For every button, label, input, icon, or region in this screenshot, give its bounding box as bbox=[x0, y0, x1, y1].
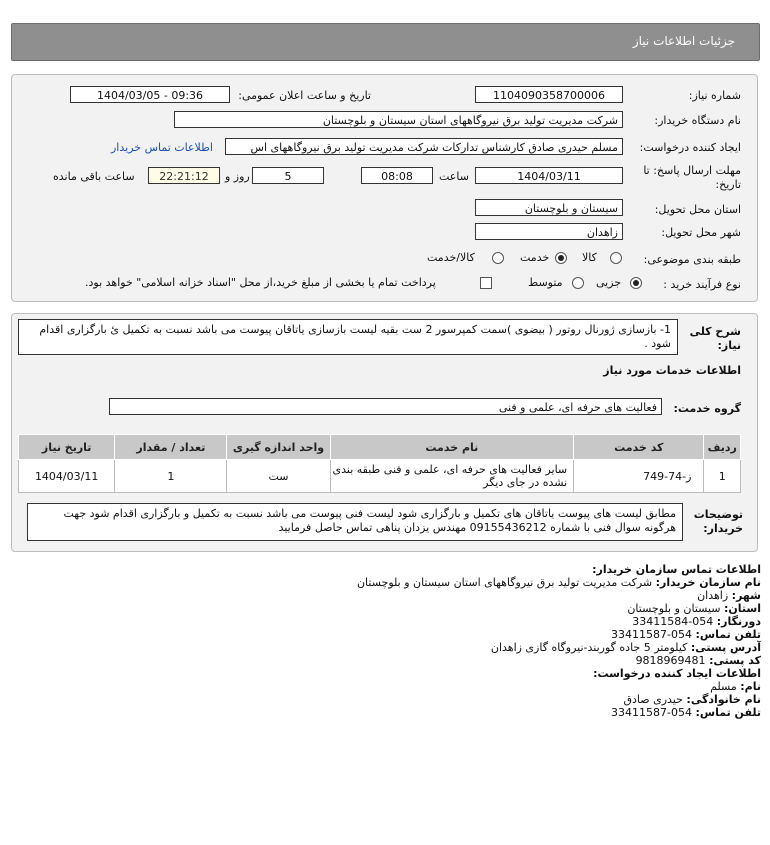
category-option-goods: کالا bbox=[582, 251, 597, 264]
buyer-province-line bbox=[21, 602, 761, 615]
days-label: روز و bbox=[225, 170, 250, 183]
creator-phone-value: 054-33411587 bbox=[611, 706, 693, 719]
col-qty-header: تعداد / مقدار bbox=[115, 435, 227, 460]
province-field: سیستان و بلوچستان bbox=[475, 199, 623, 216]
summary-label-line2: نیاز: bbox=[717, 339, 741, 352]
table-header-row bbox=[19, 435, 741, 460]
buyer-postal-value: 9818969481 bbox=[635, 654, 706, 667]
buyer-city-key: شهر: bbox=[731, 589, 761, 602]
creator-field: مسلم حیدری صادق کارشناس تدارکات شرکت مدیریت تولید برق نیروگاههای اس bbox=[225, 138, 623, 155]
category-radio-goods-service[interactable] bbox=[492, 252, 504, 264]
creator-family-key: نام خانوادگی: bbox=[686, 693, 761, 706]
need-number-field: 1104090358700006 bbox=[475, 86, 623, 103]
creator-contact-title: اطلاعات ایجاد کننده درخواست: bbox=[593, 667, 761, 680]
announce-label: تاریخ و ساعت اعلان عمومی: bbox=[238, 89, 371, 102]
row-index-cell: 1 bbox=[704, 460, 741, 493]
deadline-label-line1: مهلت ارسال پاسخ: تا bbox=[643, 164, 741, 177]
buyer-contact-section bbox=[21, 563, 761, 719]
deadline-date-field: 1404/03/11 bbox=[475, 167, 623, 184]
buyer-notes-label-line2: خریدار: bbox=[703, 522, 743, 535]
buyer-org-line bbox=[21, 576, 761, 589]
buyer-phone-line bbox=[21, 628, 761, 641]
buyer-phone-key: تلفن تماس: bbox=[695, 628, 761, 641]
process-radio-medium[interactable] bbox=[572, 277, 584, 289]
days-remaining-field: 5 bbox=[252, 167, 324, 184]
creator-phone-line bbox=[21, 706, 761, 719]
need-info-panel bbox=[11, 74, 758, 302]
buyer-notes-label-line1: توضیحات bbox=[693, 508, 743, 521]
creator-name-line bbox=[21, 680, 761, 693]
services-table bbox=[18, 434, 741, 493]
deadline-time-label: ساعت bbox=[439, 170, 469, 183]
process-option-medium: متوسط bbox=[528, 276, 563, 289]
page-title: جزئیات اطلاعات نیاز bbox=[632, 34, 735, 48]
city-field: زاهدان bbox=[475, 223, 623, 240]
buyer-postal-line bbox=[21, 654, 761, 667]
summary-label-line1: شرح کلی bbox=[689, 325, 741, 338]
col-name-header: نام خدمت bbox=[330, 435, 574, 460]
creator-name-value: مسلم bbox=[710, 680, 737, 693]
col-code-header: کد خدمت bbox=[574, 435, 704, 460]
buyer-fax-key: دورنگار: bbox=[716, 615, 761, 628]
table-row bbox=[19, 460, 741, 493]
page-header bbox=[11, 23, 760, 61]
col-unit-header: واحد اندازه گیری bbox=[227, 435, 330, 460]
remaining-time-field: 22:21:12 bbox=[148, 167, 220, 184]
category-option-goods-service: کالا/خدمت bbox=[427, 251, 475, 264]
row-date-cell: 1404/03/11 bbox=[19, 460, 115, 493]
buyer-phone-value: 054-33411587 bbox=[611, 628, 693, 641]
buyer-postal-key: کد پستی: bbox=[709, 654, 761, 667]
category-label: طبقه بندی موضوعی: bbox=[643, 253, 741, 266]
buyer-address-line bbox=[21, 641, 761, 654]
category-radio-service[interactable] bbox=[555, 252, 567, 264]
creator-name-key: نام: bbox=[740, 680, 761, 693]
remaining-time-label: ساعت باقی مانده bbox=[53, 170, 135, 183]
buyer-city-value: زاهدان bbox=[697, 589, 729, 602]
process-radio-minor[interactable] bbox=[630, 277, 642, 289]
category-option-service: خدمت bbox=[520, 251, 550, 264]
process-option-minor: جزیی bbox=[596, 276, 622, 289]
buyer-fax-line bbox=[21, 615, 761, 628]
treasury-checkbox[interactable] bbox=[480, 277, 492, 289]
col-row-header: ردیف bbox=[704, 435, 741, 460]
announce-field: 1404/03/05 - 09:36 bbox=[70, 86, 230, 103]
services-title: اطلاعات خدمات مورد نیاز bbox=[603, 364, 741, 377]
buyer-address-value: کیلومتر 5 جاده گوربند-نیروگاه گازی زاهدان bbox=[490, 641, 688, 654]
row-name-cell: سایر فعالیت های حرفه ای، علمی و فنی طبقه بندی نشده در جای دیگر bbox=[330, 460, 574, 493]
deadline-time-field: 08:08 bbox=[361, 167, 433, 184]
creator-family-line bbox=[21, 693, 761, 706]
buyer-fax-value: 054-33411584 bbox=[632, 615, 714, 628]
col-date-header: تاریخ نیاز bbox=[19, 435, 115, 460]
row-qty-cell: 1 bbox=[115, 460, 227, 493]
buyer-notes-textbox: مطابق لیست های پیوست یاتاقان های تکمیل و بارگزاری شود لیست فنی پیوست می باشد نسبت به تکمیل و بارگزاری اقدام شود جهت هرگونه سوال فنی با شماره 09155436212 مهندس یزدان پناهی تماس حاصل فرمایید bbox=[27, 503, 683, 541]
row-unit-cell: ست bbox=[227, 460, 330, 493]
treasury-text: پرداخت تمام یا بخشی از مبلغ خرید،از محل "اسناد خزانه اسلامی" خواهد بود. bbox=[85, 276, 436, 289]
buyer-org-value: شرکت مدیریت تولید برق نیروگاههای استان سیستان و بلوچستان bbox=[356, 576, 653, 589]
buyer-contact-title: اطلاعات تماس سازمان خریدار: bbox=[592, 563, 761, 576]
buyer-province-key: استان: bbox=[724, 602, 761, 615]
summary-textbox: 1- بازسازی ژورنال روتور ( بیضوی )سمت کمپرسور 2 ست بقیه لیست بازسازی یاتاقان پیوست می باشد نسبت به تکمیل ئ بارگزاری اقدام شود . bbox=[18, 319, 678, 355]
buyer-city-line bbox=[21, 589, 761, 602]
row-code-cell: ز-74-749 bbox=[574, 460, 704, 493]
buyer-org-field: شرکت مدیریت تولید برق نیروگاههای استان سیستان و بلوچستان bbox=[174, 111, 623, 128]
category-radio-goods[interactable] bbox=[610, 252, 622, 264]
creator-phone-key: تلفن تماس: bbox=[695, 706, 761, 719]
deadline-label-line2: تاریخ: bbox=[715, 178, 741, 191]
buyer-org-label: نام دستگاه خریدار: bbox=[654, 114, 741, 127]
service-group-field: فعالیت های حرفه ای، علمی و فنی bbox=[109, 398, 662, 415]
province-label: استان محل تحویل: bbox=[654, 203, 741, 216]
city-label: شهر محل تحویل: bbox=[661, 226, 741, 239]
service-group-label: گروه خدمت: bbox=[673, 402, 741, 415]
buyer-contact-link[interactable]: اطلاعات تماس خریدار bbox=[111, 141, 213, 154]
process-label: نوع فرآیند خرید : bbox=[663, 278, 741, 291]
buyer-address-key: آدرس پستی: bbox=[690, 641, 761, 654]
creator-family-value: حیدری صادق bbox=[623, 693, 683, 706]
creator-label: ایجاد کننده درخواست: bbox=[639, 141, 741, 154]
buyer-province-value: سیستان و بلوچستان bbox=[627, 602, 721, 615]
buyer-org-key: نام سازمان خریدار: bbox=[655, 576, 761, 589]
need-number-label: شماره نیاز: bbox=[688, 89, 741, 102]
